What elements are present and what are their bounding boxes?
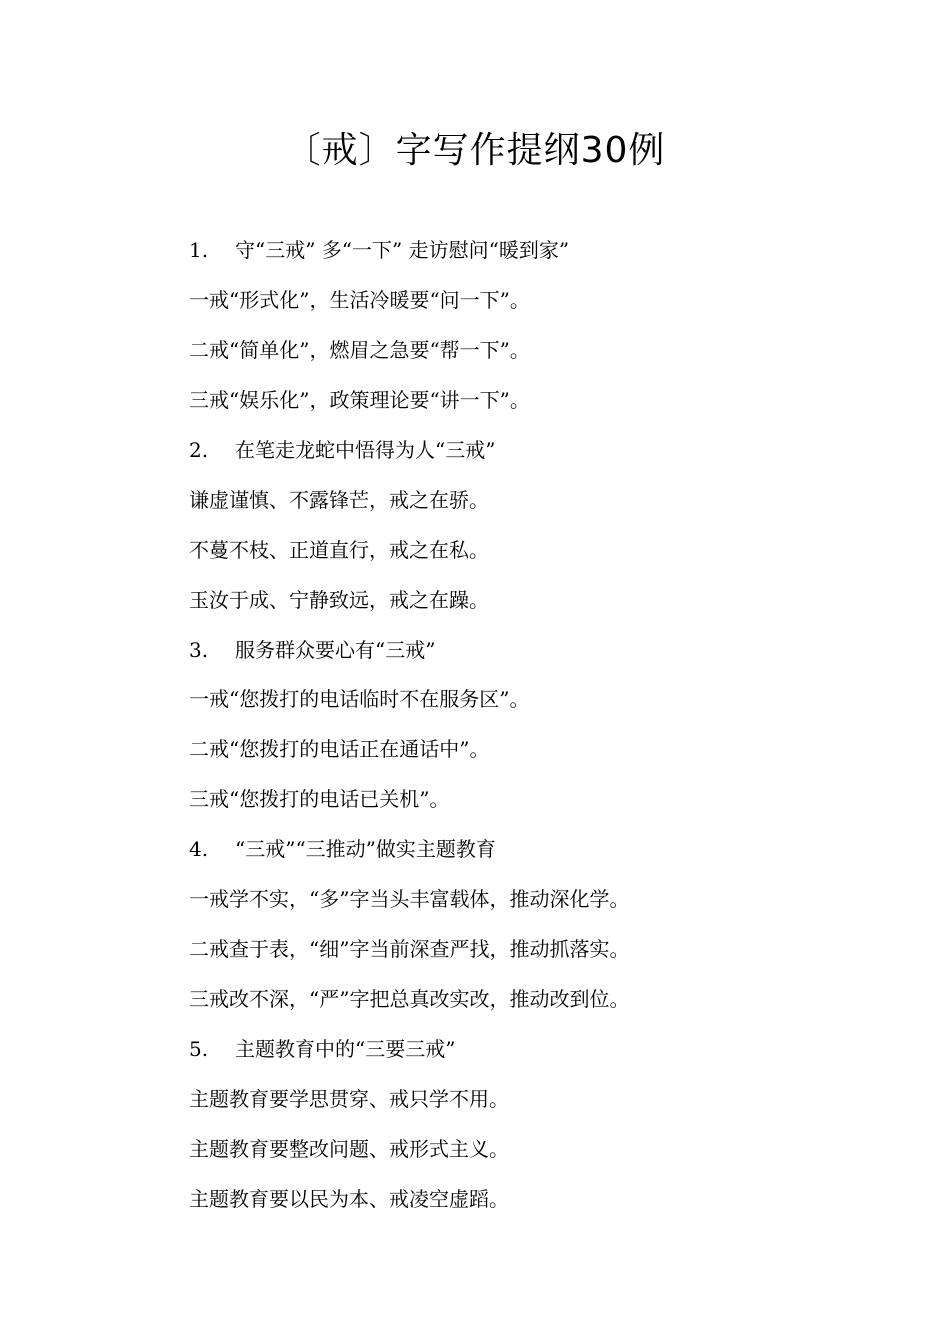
section-heading-text: 守“三戒” 多“一下” 走访慰问“暖到家” [235, 238, 570, 262]
section-number: 3. [189, 637, 209, 662]
outline-item: 玉汝于成、宁静致远，戒之在躁。 [189, 587, 489, 612]
section-number: 2. [189, 437, 209, 462]
document-title: 〔戒〕字写作提纲30例 [284, 130, 666, 171]
section-heading [189, 831, 909, 881]
outline-item: 一戒“形式化”，生活冷暖要“问一下”。 [189, 287, 530, 312]
outline-item: 主题教育要整改问题、戒形式主义。 [189, 1136, 509, 1161]
outline-item: 三戒“娱乐化”，政策理论要“讲一下”。 [189, 387, 530, 412]
outline-item: 主题教育要学思贯穿、戒只学不用。 [189, 1086, 509, 1111]
section-heading [189, 632, 909, 682]
section-number: 1. [189, 238, 209, 262]
section-heading-text: 主题教育中的“三要三戒” [235, 1037, 456, 1061]
outline-list [189, 232, 909, 1231]
outline-item: 谦虚谨慎、不露锋芒，戒之在骄。 [189, 487, 489, 512]
section-heading [189, 232, 909, 282]
section-number: 4. [189, 837, 209, 862]
outline-item: 二戒“简单化”，燃眉之急要“帮一下”。 [189, 337, 530, 362]
outline-item: 二戒“您拨打的电话正在通话中”。 [189, 737, 490, 762]
outline-item: 二戒查于表，“细”字当前深查严找，推动抓落实。 [189, 937, 630, 962]
outline-item: 一戒学不实，“多”字当头丰富载体，推动深化学。 [189, 887, 630, 912]
section-heading-text: 服务群众要心有“三戒” [235, 637, 436, 662]
outline-item: 一戒“您拨打的电话临时不在服务区”。 [189, 687, 530, 712]
section-heading-text: 在笔走龙蛇中悟得为人“三戒” [235, 437, 496, 462]
section-heading [189, 432, 909, 482]
section-number: 5. [189, 1037, 209, 1061]
outline-item: 三戒“您拨打的电话已关机”。 [189, 787, 450, 812]
outline-item: 不蔓不枝、正道直行，戒之在私。 [189, 537, 489, 562]
outline-item: 主题教育要以民为本、戒凌空虚蹈。 [189, 1186, 509, 1211]
outline-item: 三戒改不深，“严”字把总真改实改，推动改到位。 [189, 987, 630, 1012]
section-heading-text: “三戒”“三推动”做实主题教育 [235, 837, 496, 862]
section-heading [189, 1031, 909, 1081]
